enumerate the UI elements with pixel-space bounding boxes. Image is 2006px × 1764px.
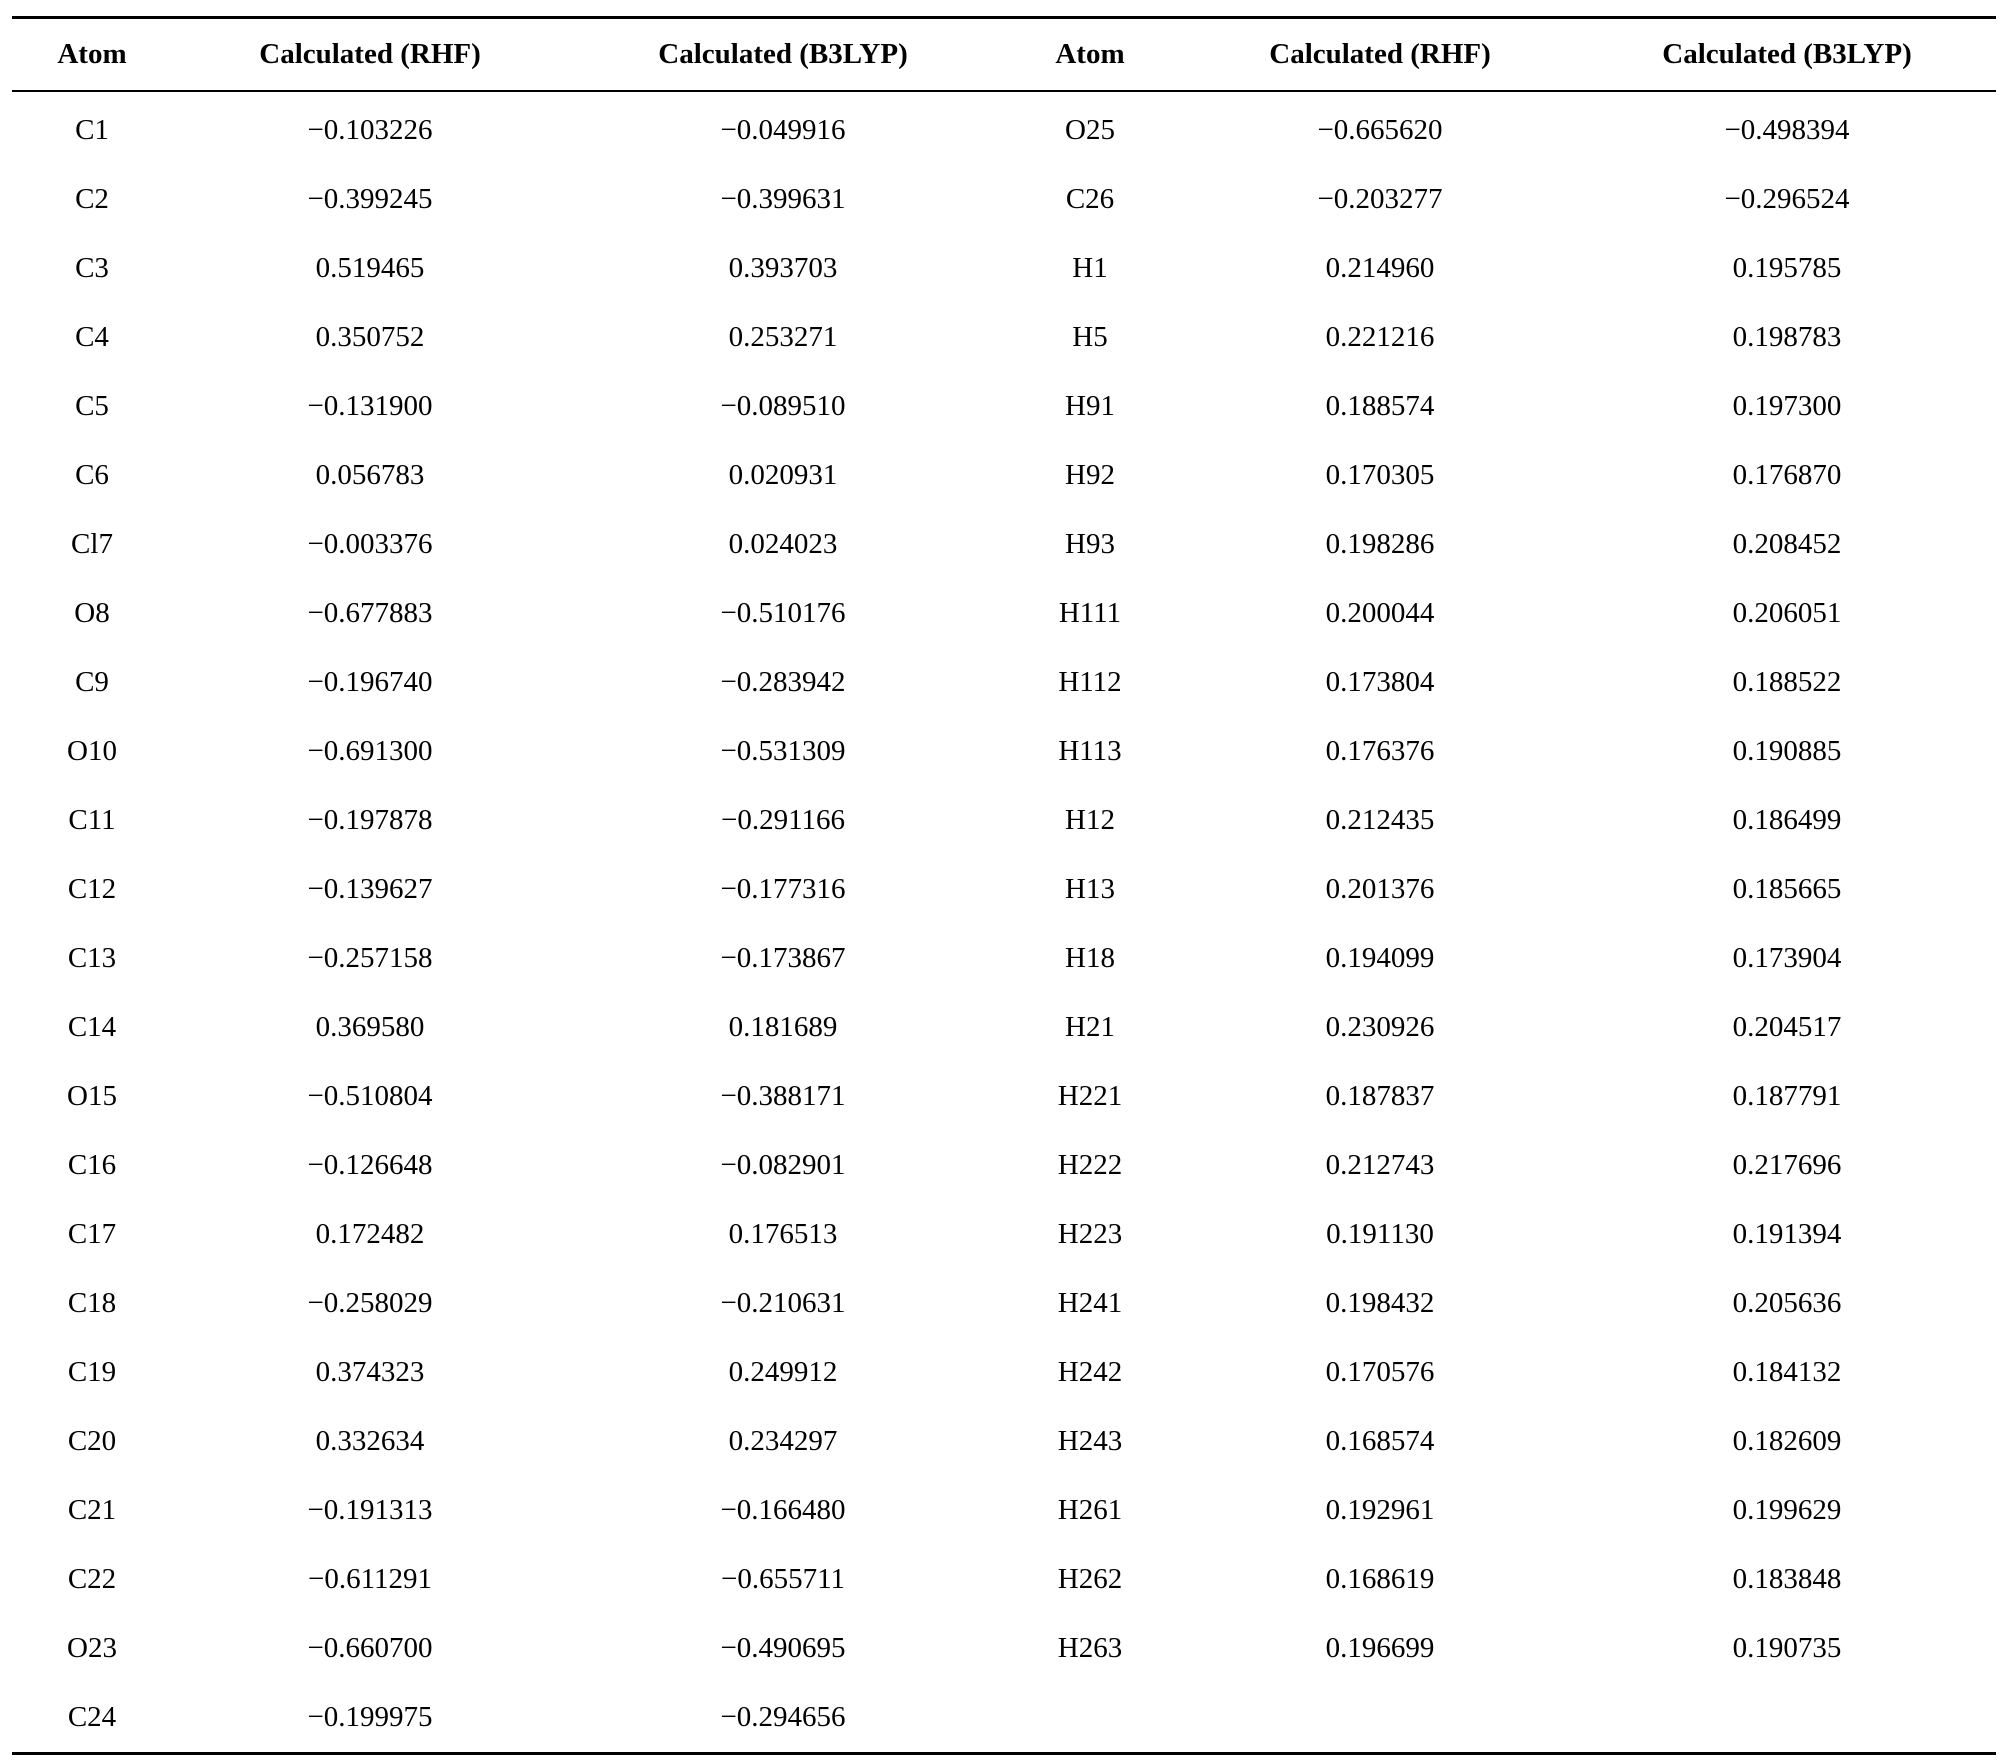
atom-cell: H222 (1057, 1149, 1123, 1181)
atom-cell: H113 (1058, 735, 1122, 767)
b3lyp-value-cell: −0.296524 (1724, 183, 1850, 215)
table-row (12, 855, 1996, 924)
rhf-value-cell: −0.258029 (307, 1287, 433, 1319)
table-row (12, 510, 1996, 579)
atom-cell: C5 (75, 390, 109, 422)
b3lyp-value-cell: 0.199629 (1732, 1494, 1842, 1526)
atomic-charges-table (12, 16, 1996, 1755)
atom-cell: O25 (1065, 114, 1115, 146)
rhf-value-cell: −0.103226 (307, 114, 433, 146)
rhf-value-cell: −0.126648 (307, 1149, 433, 1181)
b3lyp-value-cell: −0.089510 (720, 390, 846, 422)
atom-cell: C2 (75, 183, 109, 215)
b3lyp-value-cell: 0.190885 (1732, 735, 1842, 767)
table-row (12, 1200, 1996, 1269)
rhf-value-cell: −0.139627 (307, 873, 433, 905)
atom-cell: H262 (1057, 1563, 1123, 1595)
table-row (12, 1338, 1996, 1407)
b3lyp-value-cell: 0.173904 (1732, 942, 1842, 974)
rhf-value-cell: 0.168619 (1325, 1563, 1435, 1595)
b3lyp-value-cell: 0.020931 (728, 459, 838, 491)
atom-cell: O15 (67, 1080, 117, 1112)
atom-cell: C11 (68, 804, 116, 836)
rhf-value-cell: 0.191130 (1326, 1218, 1434, 1250)
rhf-value-cell: 0.221216 (1325, 321, 1435, 353)
table-row (12, 717, 1996, 786)
b3lyp-value-cell: 0.191394 (1732, 1218, 1842, 1250)
header-atom: Atom (1055, 38, 1125, 70)
b3lyp-value-cell: 0.185665 (1732, 873, 1842, 905)
atom-cell: C6 (75, 459, 109, 491)
b3lyp-value-cell: −0.082901 (720, 1149, 846, 1181)
table-row (12, 786, 1996, 855)
rhf-value-cell: −0.197878 (307, 804, 433, 836)
atom-cell: C16 (67, 1149, 117, 1181)
b3lyp-value-cell: 0.198783 (1732, 321, 1842, 353)
rhf-value-cell: 0.201376 (1325, 873, 1435, 905)
rhf-value-cell: 0.194099 (1325, 942, 1435, 974)
atom-cell: H1 (1072, 252, 1108, 284)
atom-cell: C21 (67, 1494, 117, 1526)
atom-cell: C19 (67, 1356, 117, 1388)
b3lyp-value-cell: 0.204517 (1732, 1011, 1842, 1043)
atom-cell: C4 (75, 321, 109, 353)
atom-cell: O10 (67, 735, 117, 767)
atom-cell: H112 (1058, 666, 1122, 698)
rhf-value-cell: −0.677883 (307, 597, 433, 629)
b3lyp-value-cell: −0.294656 (720, 1701, 846, 1733)
table-row (12, 1614, 1996, 1683)
atom-cell: H13 (1065, 873, 1115, 905)
b3lyp-value-cell: 0.393703 (728, 252, 838, 284)
atom-cell: H261 (1057, 1494, 1123, 1526)
b3lyp-value-cell: −0.490695 (720, 1632, 846, 1664)
rhf-value-cell: 0.200044 (1325, 597, 1435, 629)
rhf-value-cell: −0.665620 (1317, 114, 1443, 146)
header-calculated-rhf: Calculated (RHF) (1269, 38, 1491, 70)
table-row (12, 924, 1996, 993)
bottom-rule (12, 1752, 1996, 1755)
atom-cell: H18 (1065, 942, 1115, 974)
atom-cell: H242 (1057, 1356, 1123, 1388)
atom-cell: H241 (1057, 1287, 1123, 1319)
rhf-value-cell: −0.199975 (307, 1701, 433, 1733)
table-row (12, 1269, 1996, 1338)
table-row (12, 372, 1996, 441)
table-row (12, 579, 1996, 648)
rhf-value-cell: −0.660700 (307, 1632, 433, 1664)
table-body (12, 92, 1996, 1752)
atom-cell: O23 (67, 1632, 117, 1664)
b3lyp-value-cell: −0.399631 (720, 183, 846, 215)
rhf-value-cell: 0.519465 (315, 252, 425, 284)
rhf-value-cell: 0.188574 (1325, 390, 1435, 422)
b3lyp-value-cell: −0.510176 (720, 597, 846, 629)
b3lyp-value-cell: 0.187791 (1732, 1080, 1842, 1112)
rhf-value-cell: 0.374323 (315, 1356, 425, 1388)
rhf-value-cell: 0.192961 (1325, 1494, 1435, 1526)
b3lyp-value-cell: 0.195785 (1732, 252, 1842, 284)
table-row (12, 1062, 1996, 1131)
b3lyp-value-cell: 0.197300 (1732, 390, 1842, 422)
rhf-value-cell: 0.369580 (315, 1011, 425, 1043)
table-row (12, 441, 1996, 510)
header-calculated-rhf: Calculated (RHF) (259, 38, 481, 70)
b3lyp-value-cell: 0.024023 (728, 528, 838, 560)
table-row (12, 92, 1996, 165)
table-row (12, 1407, 1996, 1476)
rhf-value-cell: −0.510804 (307, 1080, 433, 1112)
rhf-value-cell: 0.350752 (315, 321, 425, 353)
atom-cell: H263 (1057, 1632, 1123, 1664)
table-row (12, 234, 1996, 303)
b3lyp-value-cell: −0.210631 (720, 1287, 846, 1319)
rhf-value-cell: 0.214960 (1325, 252, 1435, 284)
b3lyp-value-cell: −0.531309 (720, 735, 846, 767)
b3lyp-value-cell: 0.190735 (1732, 1632, 1842, 1664)
b3lyp-value-cell: 0.181689 (728, 1011, 838, 1043)
b3lyp-value-cell: 0.176870 (1732, 459, 1842, 491)
rhf-value-cell: 0.170305 (1325, 459, 1435, 491)
table-row (12, 648, 1996, 717)
rhf-value-cell: −0.203277 (1317, 183, 1443, 215)
b3lyp-value-cell: 0.186499 (1732, 804, 1842, 836)
atom-cell: H92 (1065, 459, 1115, 491)
b3lyp-value-cell: −0.498394 (1724, 114, 1850, 146)
atom-cell (998, 1683, 1182, 1752)
b3lyp-value-cell (1578, 1683, 1996, 1752)
atom-cell: C1 (75, 114, 109, 146)
b3lyp-value-cell: −0.173867 (720, 942, 846, 974)
rhf-value-cell: −0.003376 (307, 528, 433, 560)
b3lyp-value-cell: −0.291166 (720, 804, 846, 836)
table-row (12, 1476, 1996, 1545)
rhf-value-cell: 0.198432 (1325, 1287, 1435, 1319)
rhf-value-cell: 0.170576 (1325, 1356, 1435, 1388)
atom-cell: H221 (1057, 1080, 1123, 1112)
atom-cell: H243 (1057, 1425, 1123, 1457)
rhf-value-cell: −0.131900 (307, 390, 433, 422)
header-row (12, 19, 1996, 91)
table-row (12, 165, 1996, 234)
rhf-value-cell: 0.212435 (1325, 804, 1435, 836)
atom-cell: C20 (67, 1425, 117, 1457)
b3lyp-value-cell: −0.049916 (720, 114, 846, 146)
atom-cell: H111 (1058, 597, 1122, 629)
b3lyp-value-cell: 0.184132 (1732, 1356, 1842, 1388)
rhf-value-cell: 0.056783 (315, 459, 425, 491)
rhf-value-cell: 0.173804 (1325, 666, 1435, 698)
rhf-value-cell (1182, 1683, 1578, 1752)
rhf-value-cell: −0.399245 (307, 183, 433, 215)
atom-cell: H12 (1065, 804, 1115, 836)
b3lyp-value-cell: 0.208452 (1732, 528, 1842, 560)
b3lyp-value-cell: −0.388171 (720, 1080, 846, 1112)
atom-cell: C18 (67, 1287, 117, 1319)
rhf-value-cell: 0.212743 (1325, 1149, 1435, 1181)
atom-cell: C24 (67, 1701, 117, 1733)
atom-cell: C22 (67, 1563, 117, 1595)
atom-cell: C9 (75, 666, 109, 698)
b3lyp-value-cell: 0.234297 (728, 1425, 838, 1457)
atom-cell: C26 (1065, 183, 1115, 215)
rhf-value-cell: 0.187837 (1325, 1080, 1435, 1112)
header-atom: Atom (57, 38, 127, 70)
atom-cell: H5 (1072, 321, 1108, 353)
b3lyp-value-cell: −0.655711 (720, 1563, 846, 1595)
table-row (12, 1131, 1996, 1200)
table-row (12, 1683, 1996, 1752)
atom-cell: H91 (1065, 390, 1115, 422)
b3lyp-value-cell: 0.206051 (1732, 597, 1842, 629)
table-row (12, 993, 1996, 1062)
table-row (12, 303, 1996, 372)
b3lyp-value-cell: 0.188522 (1732, 666, 1842, 698)
b3lyp-value-cell: −0.283942 (720, 666, 846, 698)
b3lyp-value-cell: 0.253271 (728, 321, 838, 353)
atom-cell: H21 (1065, 1011, 1115, 1043)
b3lyp-value-cell: −0.177316 (720, 873, 846, 905)
b3lyp-value-cell: 0.183848 (1732, 1563, 1842, 1595)
b3lyp-value-cell: 0.182609 (1732, 1425, 1842, 1457)
rhf-value-cell: 0.230926 (1325, 1011, 1435, 1043)
rhf-value-cell: 0.332634 (315, 1425, 425, 1457)
rhf-value-cell: 0.172482 (315, 1218, 425, 1250)
atom-cell: O8 (74, 597, 110, 629)
atom-cell: C12 (67, 873, 117, 905)
atom-cell: Cl7 (71, 528, 113, 560)
rhf-value-cell: −0.196740 (307, 666, 433, 698)
rhf-value-cell: 0.176376 (1325, 735, 1435, 767)
b3lyp-value-cell: 0.249912 (728, 1356, 838, 1388)
rhf-value-cell: −0.691300 (307, 735, 433, 767)
header-calculated-b3lyp: Calculated (B3LYP) (1662, 38, 1912, 70)
b3lyp-value-cell: 0.176513 (728, 1218, 838, 1250)
rhf-value-cell: 0.198286 (1325, 528, 1435, 560)
table-row (12, 1545, 1996, 1614)
atom-cell: C14 (67, 1011, 117, 1043)
rhf-value-cell: −0.191313 (307, 1494, 433, 1526)
rhf-value-cell: −0.257158 (307, 942, 433, 974)
rhf-value-cell: −0.611291 (307, 1563, 433, 1595)
b3lyp-value-cell: 0.205636 (1732, 1287, 1842, 1319)
rhf-value-cell: 0.196699 (1325, 1632, 1435, 1664)
b3lyp-value-cell: 0.217696 (1732, 1149, 1842, 1181)
atom-cell: C17 (67, 1218, 117, 1250)
charges-table (12, 19, 1996, 1752)
b3lyp-value-cell: −0.166480 (720, 1494, 846, 1526)
rhf-value-cell: 0.168574 (1325, 1425, 1435, 1457)
atom-cell: C3 (75, 252, 109, 284)
atom-cell: H223 (1057, 1218, 1123, 1250)
header-calculated-b3lyp: Calculated (B3LYP) (658, 38, 908, 70)
atom-cell: H93 (1065, 528, 1115, 560)
atom-cell: C13 (67, 942, 117, 974)
